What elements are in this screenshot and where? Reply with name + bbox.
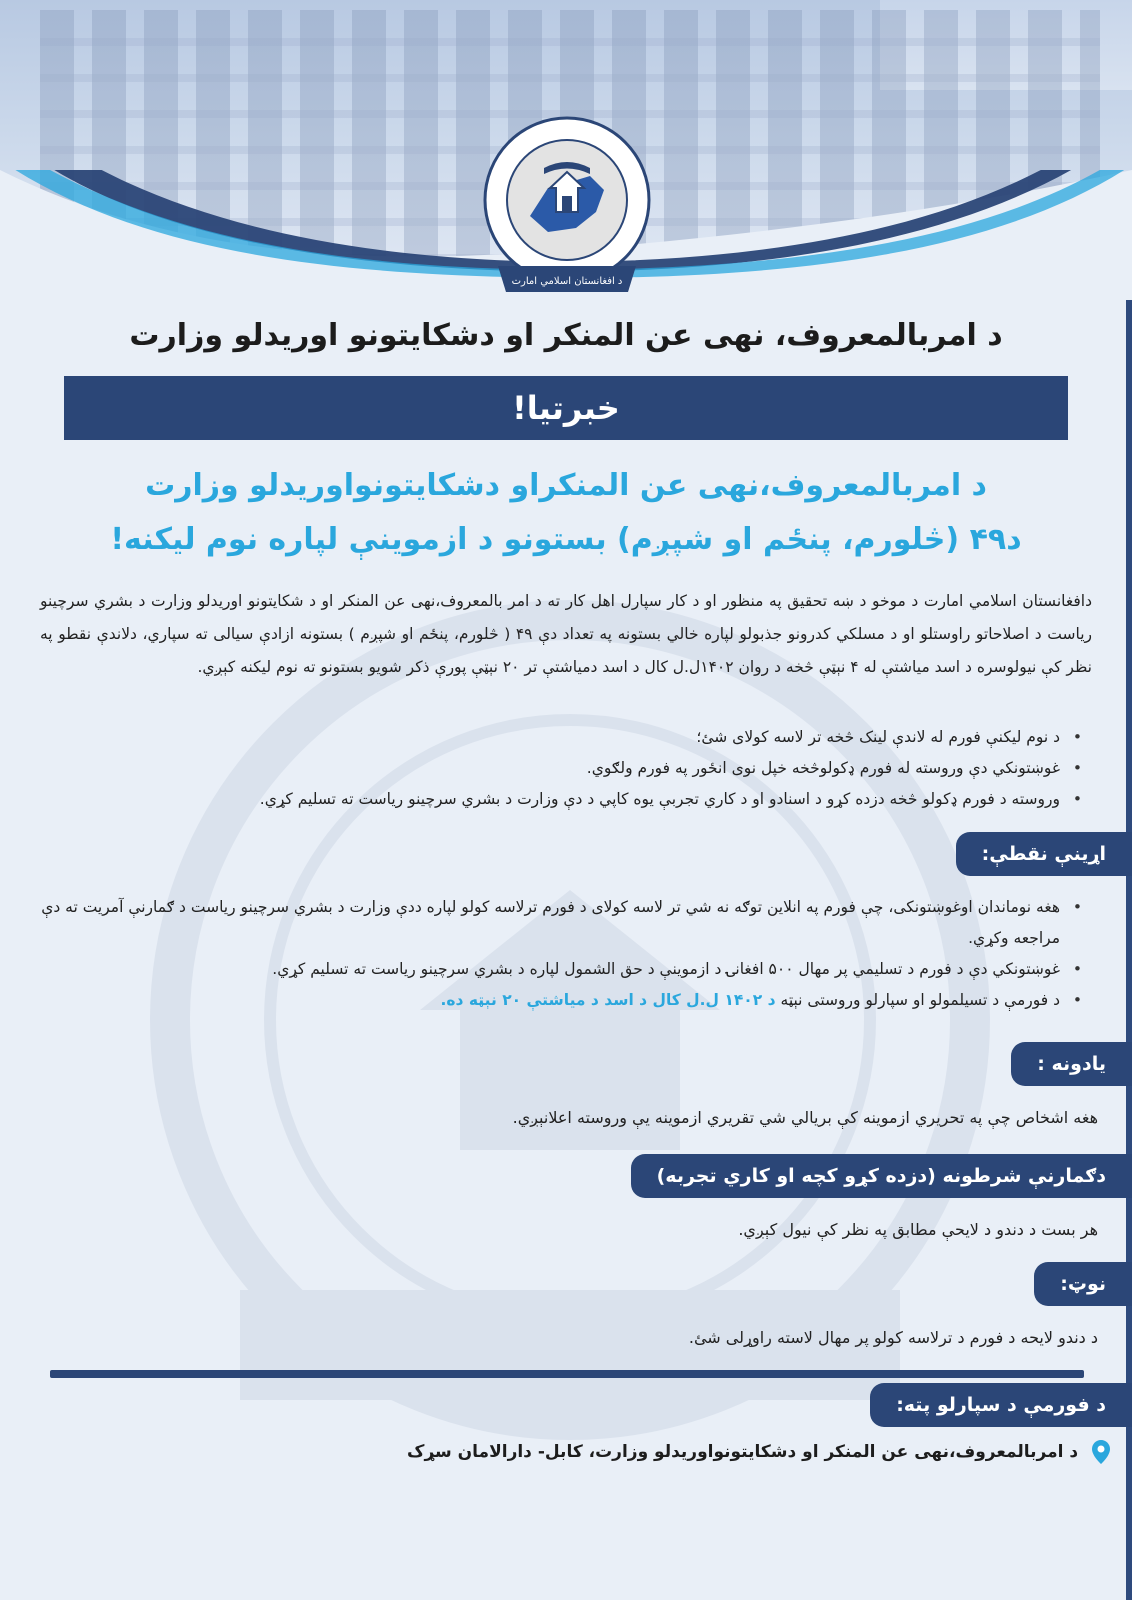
ministry-emblem-logo — [478, 116, 656, 306]
note-heading: نوټ: — [1034, 1262, 1132, 1306]
important-points-list — [40, 892, 1084, 1016]
announcement-banner: خبرتیا! — [64, 376, 1068, 440]
ministry-title: د امربالمعروف، نهی عن المنکر او دشکایتونو اوریدلو وزارت — [129, 318, 1003, 353]
list-item: • د نوم لیکنې فورم له لاندې لینک څخه تر لاسه کولای شئ؛ — [40, 722, 1060, 753]
list-item: • غوښتونکي دې د فورم د تسلیمي پر مهال ۵۰۰ افغانۍ د ازموینې د حق الشمول لپاره د بشري سرچینو ریاست ته تسلیم کړي. — [40, 954, 1060, 985]
conditions-heading: دګمارنې شرطونه (دزده کړو کچه او کاري تجربه) — [631, 1154, 1132, 1198]
intro-paragraph: دافغانستان اسلامي امارت د موخو د ښه تحقیق په منظور او د کار سپارل اهل کار ته د امر بالمعروف،نهی عن المنکر او د شکایتونو اوریدلو وزارت د بشري سرچینو ریاست د اصلاحاتو راوستلو او د مسلکي کدرونو جذبولو لپاره خالي بستونه په تعداد دې ۴۹ ( څلورم، پنځم او شپږم ) بستونه ازادې سیالی ته سپاري، دلاندې نقطو په نظر کې نیولوسره د اسد میاشتې له ۴ نېټې څخه د روان ۱۴۰۲ل.ل کال د اسد دمیاشتې تر ۲۰ نېټې پورې ذکر شویو بستونو ته نوم لیکنه کېږي. — [40, 592, 1092, 676]
address-text: د امربالمعروف،نهی عن المنکر او دشکایتونواوریدلو وزارت، کابل- دارالامان سړک — [407, 1442, 1079, 1462]
list-item: • وروسته د فورم ډکولو څخه دزده کړو د اسنادو او د کاري تجربې یوه کاپي د دې وزارت د بشري سرچینو ریاست ته تسلیم کړي. — [40, 784, 1060, 815]
list-item: • هغه نوماندان اوغوښتونکی، چې فورم په انلاین توګه نه شي تر لاسه کولای د فورم ترلاسه کولو لپاره ددې وزارت د بشري سرچینو ریاست د ګمارنې آمریت ته دې مراجعه وکړي. — [40, 892, 1060, 954]
list-item: • غوښتونکي دې وروسته له فورم ډکولوڅخه خپل نوی انځور په فورم ولګوي. — [40, 753, 1060, 784]
important-points-heading: اړینې نقطې: — [956, 832, 1132, 876]
list-item — [40, 985, 1060, 1016]
conditions-text: هر بست د دندو د لایحې مطابق په نظر کې نیول کېږي. — [738, 1220, 1098, 1239]
reminder-text: هغه اشخاص چې په تحریري ازموینه کې بریالي شي تقریري ازموینه یې وروسته اعلانېږي. — [512, 1108, 1098, 1127]
headline-line-1: د امربالمعروف،نهی عن المنکراو دشکایتونواوریدلو وزارت — [145, 468, 987, 503]
note-text: د دندو لایحه د فورم د ترلاسه کولو پر مهال لاسته راوړلی شئ. — [688, 1328, 1098, 1347]
reminder-heading: یادونه : — [1011, 1042, 1132, 1086]
deadline-prefix: د فورمې د تسیلمولو او سپارلو وروستی نېټه — [780, 991, 1060, 1009]
svg-text:د افغانستان اسلامي امارت: د افغانستان اسلامي امارت — [511, 276, 623, 287]
headline-line-2: د۴۹ (څلورم، پنځم او شپږم) بستونو د ازموینې لپاره نوم لیکنه! — [110, 522, 1022, 557]
steps-list — [40, 722, 1084, 815]
address-heading: د فورمې د سپارلو پته: — [870, 1383, 1132, 1427]
location-pin-icon — [1092, 1440, 1110, 1464]
section-divider — [50, 1370, 1084, 1378]
address-line — [407, 1440, 1110, 1464]
deadline-date: د ۱۴۰۲ ل.ل کال د اسد د میاشتې ۲۰ نېټه ده. — [440, 991, 776, 1009]
